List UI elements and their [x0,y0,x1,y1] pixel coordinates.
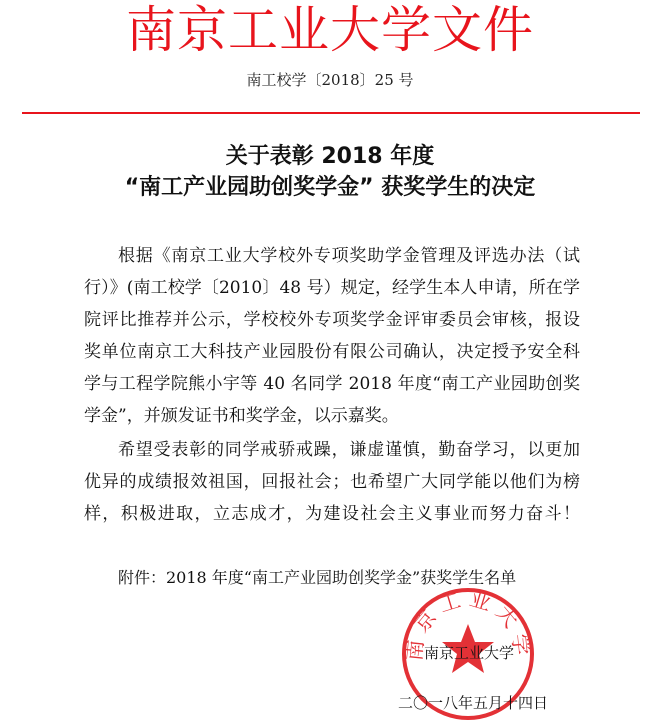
body-line: 优异的成绩报效祖国，回报社会；也希望广大同学能以他们为榜 [84,472,580,492]
body-line: 学金”，并颁发证书和奖学金，以示嘉奖。 [84,406,399,426]
red-divider-line [22,112,640,114]
decision-title-line-1: 关于表彰 2018 年度 [225,144,435,169]
signature-organization: 南京工业大学 [424,644,515,662]
body-line: 学与工程学院熊小宇等 40 名同学 2018 年度“南工产业园助创奖 [84,374,580,394]
body-line: 希望受表彰的同学戒骄戒躁，谦虚谨慎，勤奋学习，以更加 [118,440,580,460]
signature-date: 二〇一八年五月十四日 [398,694,549,712]
decision-title-line-2: “南工产业园助创奖学金” 获奖学生的决定 [124,175,536,200]
document-header-title: 南京工业大学文件 [126,1,534,59]
body-line: 根据《南京工业大学校外专项奖助学金管理及评选办法（试 [118,246,580,266]
body-line: 行）》(南工校学〔2010〕48 号）规定，经学生本人申请，所在学 [84,278,580,298]
attachment-note: 附件：2018 年度“南工产业园助创奖学金”获奖学生名单 [118,568,517,587]
seal-text-path: 南京工业大学 [401,586,535,662]
body-line: 奖单位南京工大科技产业园股份有限公司确认，决定授予安全科 [84,342,580,362]
document-number: 南工校学〔2018〕25 号 [246,71,414,89]
body-line: 院评比推荐并公示，学校校外专项奖学金评审委员会审核，报设 [84,310,580,330]
body-line: 样，积极进取，立志成才，为建设社会主义事业而努力奋斗！ [84,504,580,524]
